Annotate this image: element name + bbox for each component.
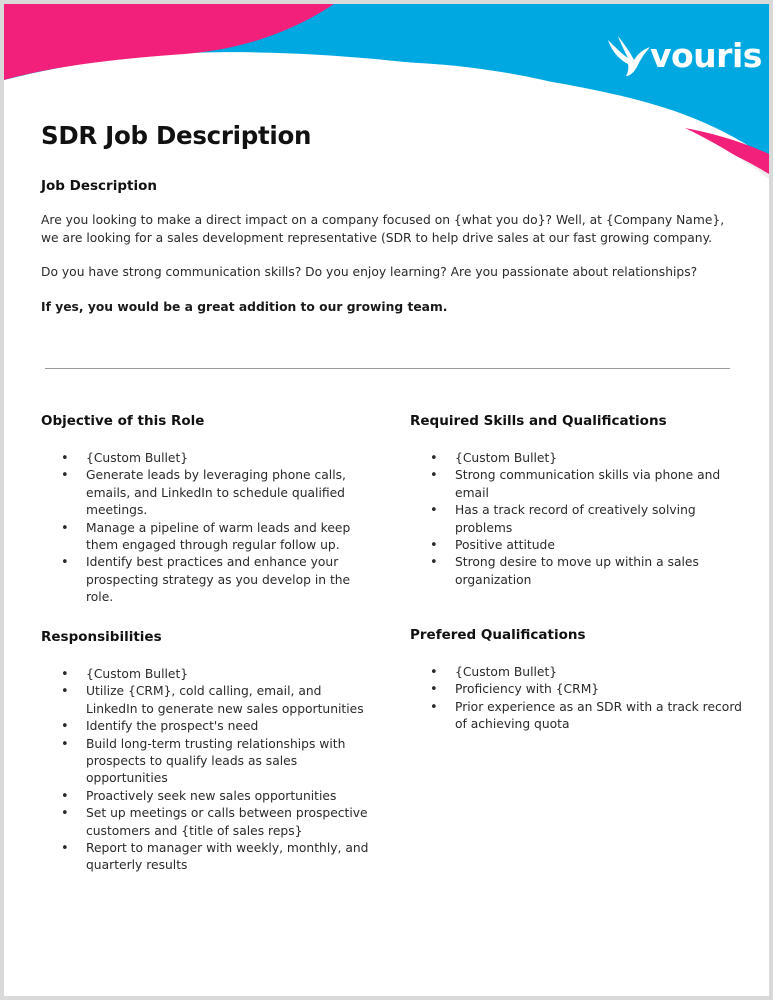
preferred-qualifications-heading: Prefered Qualifications	[410, 627, 586, 643]
required-skills-heading: Required Skills and Qualifications	[410, 413, 667, 429]
section-divider	[45, 368, 730, 369]
objective-list	[41, 450, 371, 607]
intro-paragraph: Are you looking to make a direct impact on a company focused on {what you do}? Well, at {Company Name}, we are looking for a sales development representative (SDR to help drive sales at our fast growing company.	[41, 213, 725, 245]
vouris-logo	[606, 34, 762, 78]
list-item: • Build long-term trusting relationships with prospects to qualify leads as sales opportunities	[41, 736, 371, 788]
document-page	[4, 4, 769, 996]
responsibilities-section	[41, 629, 371, 875]
preferred-qualifications-list	[410, 664, 750, 734]
list-item: • Proactively seek new sales opportunities	[41, 788, 371, 805]
job-description-section	[41, 178, 741, 316]
list-item: • Strong desire to move up within a sales organization	[410, 554, 750, 589]
list-item: • Identify the prospect's need	[41, 718, 371, 735]
list-item: • Generate leads by leveraging phone calls, emails, and LinkedIn to schedule qualified meetings.	[41, 467, 371, 519]
call-to-action-paragraph: If yes, you would be a great addition to our growing team.	[41, 299, 448, 314]
list-item: • Positive attitude	[410, 537, 750, 554]
bird-logo-icon	[606, 34, 652, 78]
list-item: • Utilize {CRM}, cold calling, email, and LinkedIn to generate new sales opportunities	[41, 683, 371, 718]
list-item: • {Custom Bullet}	[41, 666, 371, 683]
preferred-qualifications-section	[410, 627, 750, 734]
list-item: • {Custom Bullet}	[410, 664, 750, 681]
list-item: • Set up meetings or calls between prospective customers and {title of sales reps}	[41, 805, 371, 840]
list-item: • {Custom Bullet}	[41, 450, 371, 467]
list-item: • Identify best practices and enhance your prospecting strategy as you develop in the role.	[41, 554, 371, 606]
page-title: SDR Job Description	[41, 121, 312, 150]
questions-paragraph: Do you have strong communication skills? Do you enjoy learning? Are you passionate about relationships?	[41, 265, 698, 279]
responsibilities-heading: Responsibilities	[41, 629, 162, 645]
required-skills-list	[410, 450, 750, 589]
list-item: • {Custom Bullet}	[410, 450, 750, 467]
list-item: • Proficiency with {CRM}	[410, 681, 750, 698]
job-description-heading: Job Description	[41, 178, 157, 194]
objective-section	[41, 413, 371, 607]
logo-wordmark: vouris	[650, 36, 762, 75]
list-item: • Report to manager with weekly, monthly, and quarterly results	[41, 840, 371, 875]
list-item: • Strong communication skills via phone and email	[410, 467, 750, 502]
required-skills-section	[410, 413, 750, 589]
list-item: • Has a track record of creatively solving problems	[410, 502, 750, 537]
responsibilities-list	[41, 666, 371, 875]
objective-heading: Objective of this Role	[41, 413, 205, 429]
list-item: • Manage a pipeline of warm leads and keep them engaged through regular follow up.	[41, 520, 371, 555]
list-item: • Prior experience as an SDR with a track record of achieving quota	[410, 699, 750, 734]
